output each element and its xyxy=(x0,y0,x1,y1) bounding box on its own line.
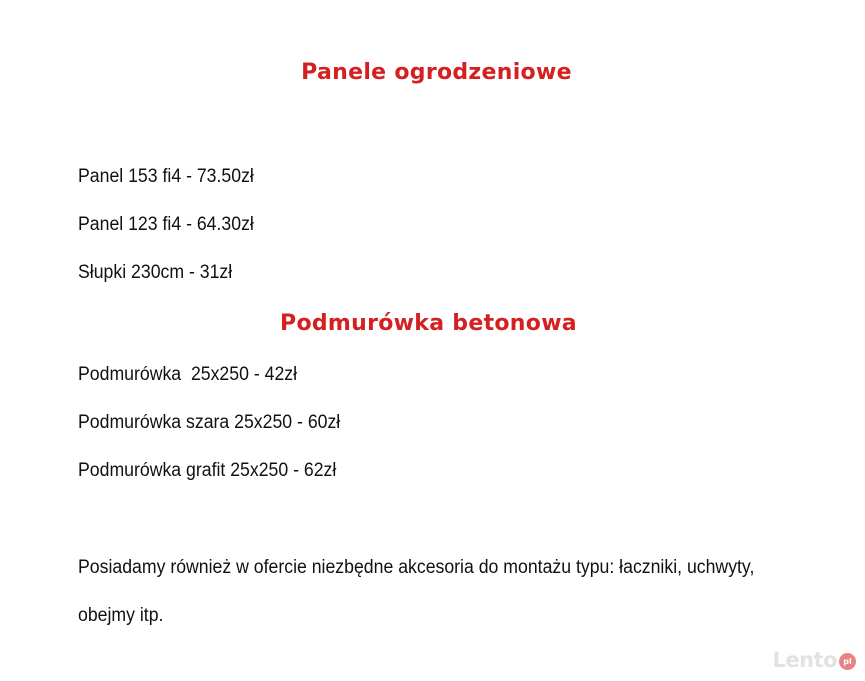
watermark-badge: pl xyxy=(839,653,856,670)
price-line-base-grey: Podmurówka szara 25x250 - 60zł xyxy=(78,412,341,433)
lento-watermark xyxy=(772,648,856,672)
accessories-note-line-2: obejmy itp. xyxy=(78,605,164,626)
price-line-base-plain: Podmurówka 25x250 - 42zł xyxy=(78,364,298,385)
accessories-note-line-1: Posiadamy również w ofercie niezbędne akcesoria do montażu typu: łaczniki, uchwyty, xyxy=(78,557,755,578)
section-heading-concrete-base: Podmurówka betonowa xyxy=(280,311,577,336)
price-line-base-graphite: Podmurówka grafit 25x250 - 62zł xyxy=(78,460,337,481)
price-line-posts: Słupki 230cm - 31zł xyxy=(78,262,233,283)
price-line-panel-153: Panel 153 fi4 - 73.50zł xyxy=(78,166,254,187)
section-heading-panels: Panele ogrodzeniowe xyxy=(301,60,572,85)
price-line-panel-123: Panel 123 fi4 - 64.30zł xyxy=(78,214,254,235)
watermark-text: Lento xyxy=(772,648,837,672)
